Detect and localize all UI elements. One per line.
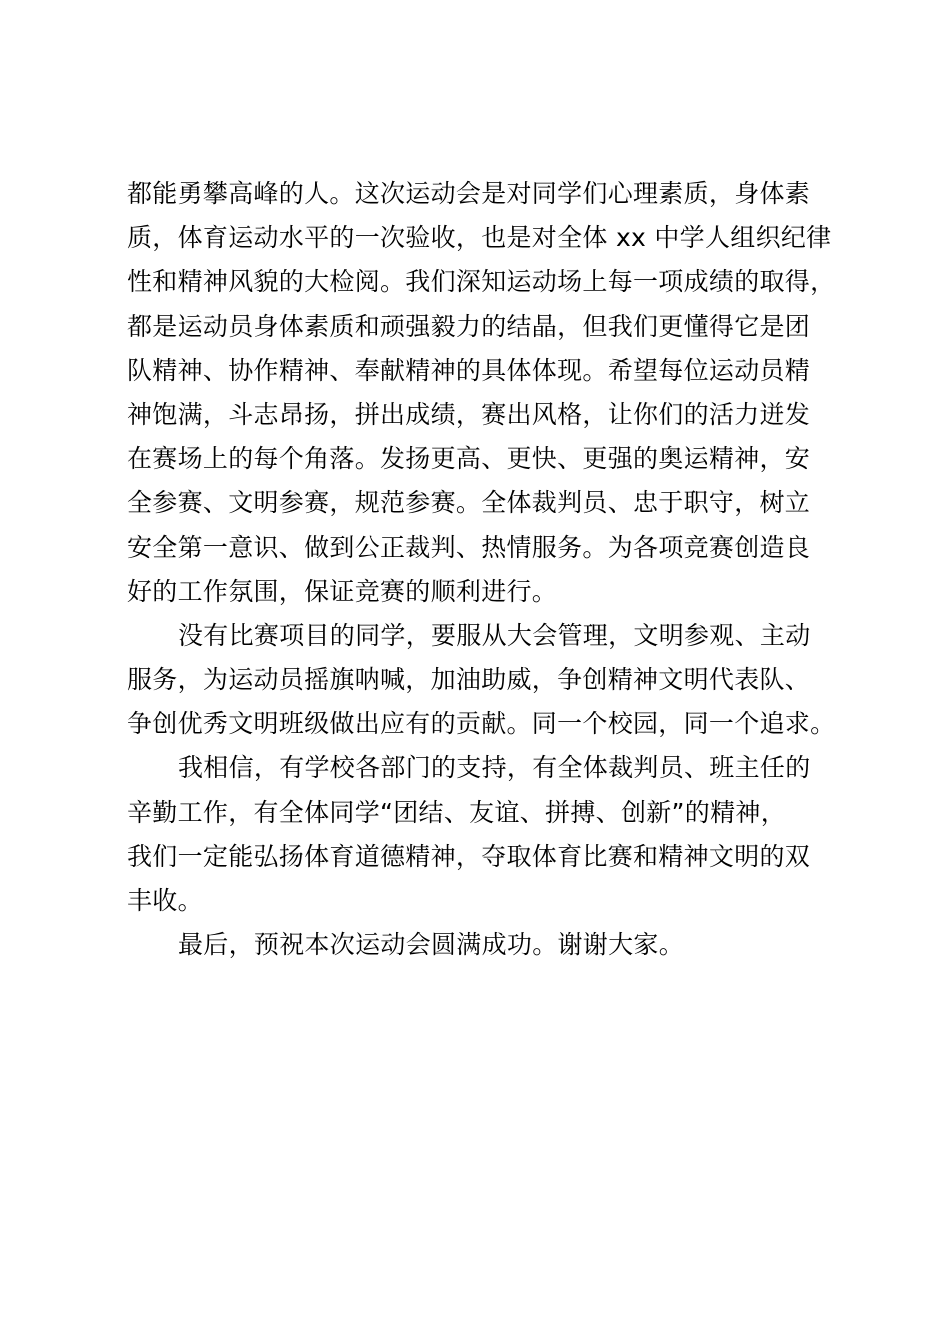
paragraph-3-line-3: 我们一定能弘扬体育道德精神，夺取体育比赛和精神文明的双	[127, 841, 811, 871]
body-text	[127, 172, 847, 967]
paragraph-1-line-5: 队精神、协作精神、奉献精神的具体体现。希望每位运动员精	[127, 355, 811, 385]
paragraph-1-line-7: 在赛场上的每个角落。发扬更高、更快、更强的奥运精神，安	[127, 444, 811, 474]
paragraph-3-line-2: 辛勤工作，有全体同学“团结、友谊、拼搏、创新”的精神，	[127, 797, 787, 827]
paragraph-1-line-4: 都是运动员身体素质和顽强毅力的结晶，但我们更懂得它是团	[127, 311, 811, 341]
paragraph-1-line-10: 好的工作氛围，保证竞赛的顺利进行。	[127, 576, 558, 606]
paragraph-2-line-2: 服务，为运动员摇旗呐喊，加油助威，争创精神文明代表队、	[127, 665, 811, 695]
paragraph-2-line-3: 争创优秀文明班级做出应有的贡献。同一个校园，同一个追求。	[127, 709, 836, 739]
paragraph-1-line-9: 安全第一意识、做到公正裁判、热情服务。为各项竞赛创造良	[127, 532, 811, 562]
paragraph-4-line-1: 最后，预祝本次运动会圆满成功。谢谢大家。	[178, 930, 685, 960]
paragraph-1-line-2: 质，体育运动水平的一次验收，也是对全体 xx 中学人组织纪律	[127, 223, 832, 253]
paragraph-3-line-4: 丰收。	[127, 886, 203, 915]
paragraph-2-line-1: 没有比赛项目的同学，要服从大会管理，文明参观、主动	[178, 620, 811, 650]
paragraph-1-line-6: 神饱满，斗志昂扬，拼出成绩，赛出风格，让你们的活力迸发	[127, 399, 811, 429]
paragraph-3-line-1: 我相信，有学校各部门的支持，有全体裁判员、班主任的	[178, 753, 811, 783]
paragraph-1-line-1: 都能勇攀高峰的人。这次运动会是对同学们心理素质，身体素	[127, 179, 811, 208]
paragraph-1-line-8: 全参赛、文明参赛，规范参赛。全体裁判员、忠于职守，树立	[127, 488, 811, 518]
paragraph-1-line-3: 性和精神风貌的大检阅。我们深知运动场上每一项成绩的取得，	[127, 267, 836, 297]
